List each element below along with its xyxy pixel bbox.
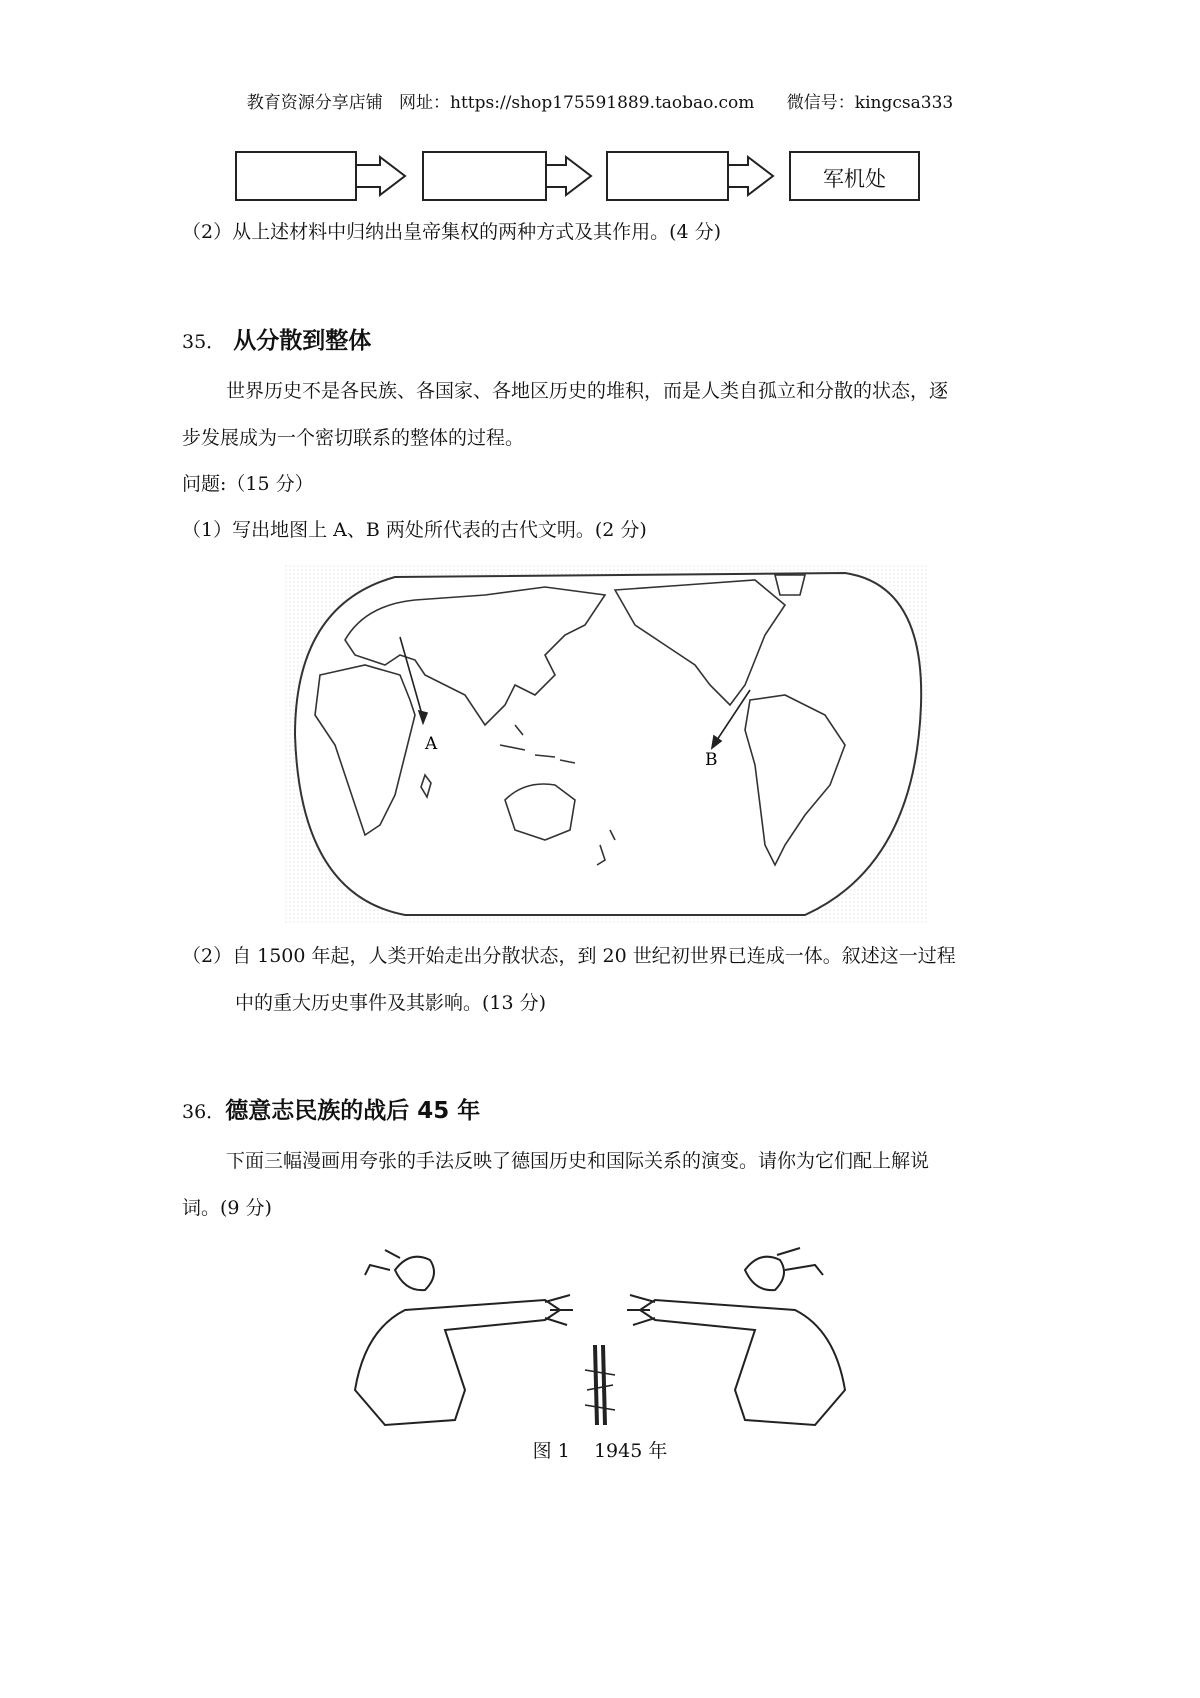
q36-heading [182,1092,480,1125]
flow-box-label: 军机处 [823,167,886,191]
q34-part2: （2）从上述材料中归纳出皇帝集权的两种方式及其作用。(4 分) [182,221,722,243]
flow-arrow-2 [546,157,591,195]
q35-heading [182,322,371,355]
map-border [295,573,921,915]
flow-arrow-3 [728,157,773,195]
q36-intro-line1: 下面三幅漫画用夸张的手法反映了德国历史和国际关系的演变。请你为它们配上解说 [226,1150,930,1172]
cartoon-figure-1 [345,1240,855,1430]
flow-box-2 [423,152,546,200]
q35-part2-line1: （2）自 1500 年起，人类开始走出分散状态，到 20 世纪初世界已连成一体。叙述这一过程 [182,945,956,967]
world-map [285,565,927,925]
page-header: 教育资源分享店铺 网址：https://shop175591889.taobao.com 微信号：kingcsa333 [246,93,954,113]
q35-title: 从分散到整体 [233,328,372,354]
q35-part2-line2: 中的重大历史事件及其影响。(13 分) [235,992,547,1014]
q35-intro-line2: 步发展成为一个密切联系的整体的过程。 [182,427,525,449]
q36-title: 德意志民族的战后 45 年 [225,1098,481,1124]
flow-box-1 [236,152,356,200]
q35-question-label: 问题:（15 分） [182,473,314,495]
q35-number: 35． [182,331,226,353]
map-label-a: A [425,734,438,754]
map-label-b: B [705,750,718,770]
q35-part1: （1）写出地图上 A、B 两处所代表的古代文明。(2 分) [182,519,647,541]
flow-arrow-1 [356,157,405,195]
q36-number: 36． [182,1101,226,1123]
figure1-caption: 图 1 1945 年 [532,1440,668,1462]
flow-diagram [0,125,1200,215]
q35-intro-line1: 世界历史不是各民族、各国家、各地区历史的堆积，而是人类自孤立和分散的状态，逐 [226,380,949,402]
q36-intro-line2: 词。(9 分) [182,1197,272,1219]
flow-box-3 [607,152,728,200]
